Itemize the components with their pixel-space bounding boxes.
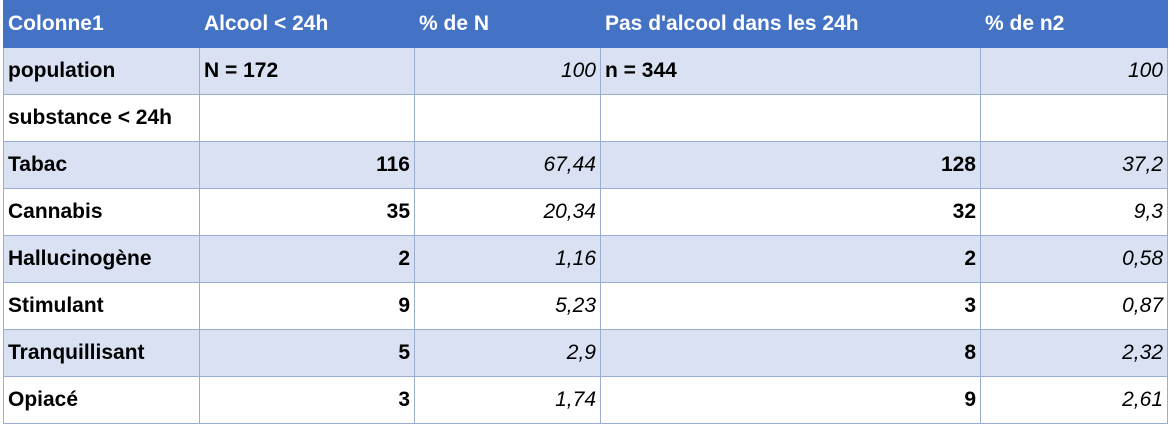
count-alcool: 9	[200, 283, 415, 330]
count-sans-alcool: 8	[601, 330, 981, 377]
section-empty-cell	[200, 95, 415, 142]
substance-label: Stimulant	[4, 283, 200, 330]
population-n-sans: n = 344	[601, 48, 981, 95]
table-row	[4, 330, 1168, 377]
header-colonne1: Colonne1	[4, 1, 200, 48]
count-sans-alcool: 9	[601, 377, 981, 424]
table-row	[4, 377, 1168, 424]
section-row	[4, 95, 1168, 142]
pct-n2: 2,32	[981, 330, 1168, 377]
pct-n2: 37,2	[981, 142, 1168, 189]
pct-n: 5,23	[415, 283, 601, 330]
pct-n2: 0,87	[981, 283, 1168, 330]
table-row	[4, 189, 1168, 236]
population-n-alcool: N = 172	[200, 48, 415, 95]
count-alcool: 2	[200, 236, 415, 283]
header-pct-n2: % de n2	[981, 1, 1168, 48]
substance-table	[3, 0, 1168, 424]
count-sans-alcool: 128	[601, 142, 981, 189]
count-alcool: 3	[200, 377, 415, 424]
section-label: substance < 24h	[4, 95, 200, 142]
header-row	[4, 1, 1168, 48]
substance-label: Opiacé	[4, 377, 200, 424]
pct-n: 20,34	[415, 189, 601, 236]
count-sans-alcool: 32	[601, 189, 981, 236]
pct-n2: 0,58	[981, 236, 1168, 283]
section-empty-cell	[415, 95, 601, 142]
pct-n: 2,9	[415, 330, 601, 377]
substance-label: Cannabis	[4, 189, 200, 236]
count-alcool: 5	[200, 330, 415, 377]
count-sans-alcool: 3	[601, 283, 981, 330]
table-row	[4, 142, 1168, 189]
population-pct-alcool: 100	[415, 48, 601, 95]
table-row	[4, 236, 1168, 283]
header-alcool: Alcool < 24h	[200, 1, 415, 48]
count-alcool: 116	[200, 142, 415, 189]
section-empty-cell	[981, 95, 1168, 142]
population-pct-sans: 100	[981, 48, 1168, 95]
pct-n: 1,74	[415, 377, 601, 424]
count-sans-alcool: 2	[601, 236, 981, 283]
pct-n: 1,16	[415, 236, 601, 283]
pct-n2: 9,3	[981, 189, 1168, 236]
substance-label: Tranquillisant	[4, 330, 200, 377]
substance-label: Hallucinogène	[4, 236, 200, 283]
header-pct-n: % de N	[415, 1, 601, 48]
header-pas-alcool: Pas d'alcool dans les 24h	[601, 1, 981, 48]
count-alcool: 35	[200, 189, 415, 236]
population-label: population	[4, 48, 200, 95]
table-row	[4, 283, 1168, 330]
substance-label: Tabac	[4, 142, 200, 189]
population-row	[4, 48, 1168, 95]
pct-n: 67,44	[415, 142, 601, 189]
section-empty-cell	[601, 95, 981, 142]
pct-n2: 2,61	[981, 377, 1168, 424]
